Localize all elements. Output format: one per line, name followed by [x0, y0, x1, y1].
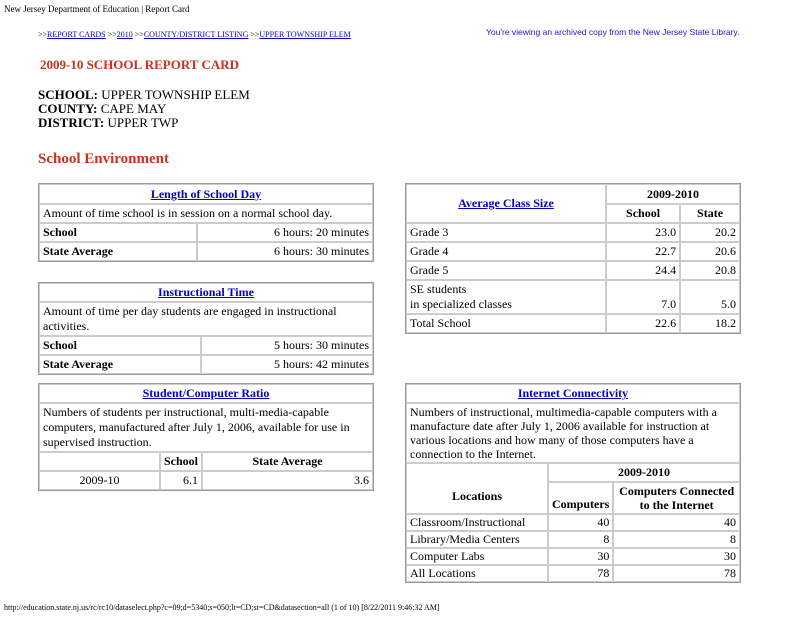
class-size-row-school: 22.6 [606, 314, 680, 333]
instructional-time-state-value: 5 hours: 42 minutes [201, 355, 373, 374]
class-size-row-label: Grade 3 [406, 223, 606, 242]
computer-ratio-state-value: 3.6 [202, 471, 373, 490]
district-label: DISTRICT: [38, 115, 105, 130]
computer-ratio-year: 2009-10 [39, 471, 160, 490]
class-size-se-line1: SE students [410, 282, 467, 296]
county-name: CAPE MAY [100, 101, 167, 116]
computer-ratio-blank-header [39, 452, 160, 471]
instructional-time-state-label: State Average [39, 355, 201, 374]
district-info [38, 115, 178, 131]
table-row [406, 314, 740, 333]
internet-locations-cell [406, 463, 548, 514]
length-of-day-header [39, 184, 373, 204]
instructional-time-link[interactable]: Instructional Time [158, 285, 254, 299]
breadcrumb-separator: >> [38, 30, 48, 39]
class-size-school-header: School [606, 204, 680, 223]
class-size-row-label: Total School [406, 314, 606, 333]
class-size-header [406, 184, 606, 223]
class-size-table [405, 183, 741, 334]
length-of-day-school-label: School [39, 223, 197, 242]
class-size-row-state: 20.6 [680, 242, 740, 261]
breadcrumb-separator: >> [134, 30, 144, 39]
internet-row-computers: 30 [548, 548, 613, 565]
internet-row-label: Computer Labs [406, 548, 548, 565]
breadcrumb-separator: >> [107, 30, 117, 39]
table-row [406, 531, 740, 548]
instructional-time-header [39, 283, 373, 302]
district-name: UPPER TWP [107, 115, 179, 130]
breadcrumb-school[interactable]: UPPER TOWNSHIP ELEM [259, 30, 351, 39]
internet-row-connected: 40 [613, 514, 740, 531]
internet-row-connected: 30 [613, 548, 740, 565]
breadcrumb [38, 30, 351, 39]
internet-row-connected: 8 [613, 531, 740, 548]
class-size-row-school: 24.4 [606, 261, 680, 280]
table-row [406, 261, 740, 280]
class-size-link[interactable]: Average Class Size [458, 196, 554, 210]
length-of-day-table [38, 183, 374, 262]
breadcrumb-report-cards[interactable]: REPORT CARDS [47, 30, 106, 39]
section-title: School Environment [38, 151, 169, 167]
class-size-year: 2009-2010 [606, 184, 740, 204]
internet-year: 2009-2010 [548, 463, 740, 482]
class-size-row-state: 20.2 [680, 223, 740, 242]
instructional-time-description: Amount of time per day students are engaged in instructional activities. [39, 302, 373, 336]
computer-ratio-table [38, 383, 374, 491]
class-size-row-school: 23.0 [606, 223, 680, 242]
class-size-row-state: 5.0 [680, 280, 740, 314]
school-label: SCHOOL: [38, 87, 98, 102]
internet-locations-header: Locations [451, 488, 502, 503]
instructional-time-school-value: 5 hours: 30 minutes [201, 336, 373, 355]
print-footer: http://education.state.nj.us/rc/rc10/dataselect.php?c=09;d=5340;s=050;lt=CD;st=CD&datasection=all (1 of 10) [8/22/2011 9:46:32 AM] [4, 603, 440, 612]
internet-row-label: All Locations [406, 565, 548, 582]
computer-ratio-header [39, 384, 373, 403]
class-size-row-school: 22.7 [606, 242, 680, 261]
length-of-day-school-value: 6 hours: 20 minutes [197, 223, 373, 242]
breadcrumb-county-district-listing[interactable]: COUNTY/DISTRICT LISTING [143, 30, 249, 39]
table-row [406, 548, 740, 565]
county-label: COUNTY: [38, 101, 98, 116]
class-size-se-line2: in specialized classes [410, 297, 512, 311]
computer-ratio-school-header: School [160, 452, 202, 471]
computer-ratio-description: Numbers of students per instructional, multi-media-capable computers, manufactured after July 1, 2006, available for use in supervised instruction. [39, 403, 373, 452]
internet-row-label: Library/Media Centers [406, 531, 548, 548]
print-header: New Jersey Department of Education | Report Card [4, 4, 190, 14]
computer-ratio-link[interactable]: Student/Computer Ratio [142, 386, 270, 400]
class-size-state-header: State [680, 204, 740, 223]
class-size-row-label: Grade 4 [406, 242, 606, 261]
table-row [406, 280, 740, 314]
class-size-row-state: 18.2 [680, 314, 740, 333]
internet-row-connected: 78 [613, 565, 740, 582]
internet-connected-header: Computers Connected to the Internet [613, 482, 740, 514]
table-row [406, 565, 740, 582]
length-of-day-description: Amount of time school is in session on a normal school day. [39, 204, 373, 223]
table-row [406, 223, 740, 242]
computer-ratio-state-header: State Average [202, 452, 373, 471]
table-row [406, 514, 740, 531]
internet-description: Numbers of instructional, multimedia-capable computers with a manufacture date after July 1, 2006 available for instruction at various locations and how many of those computers have a connection to the Internet. [406, 403, 740, 463]
instructional-time-school-label: School [39, 336, 201, 355]
internet-row-computers: 8 [548, 531, 613, 548]
length-of-day-state-value: 6 hours: 30 minutes [197, 242, 373, 261]
school-name: UPPER TOWNSHIP ELEM [101, 87, 250, 102]
breadcrumb-2010[interactable]: 2010 [116, 30, 133, 39]
internet-link[interactable]: Internet Connectivity [517, 386, 629, 400]
internet-row-computers: 78 [548, 565, 613, 582]
archive-note: You're viewing an archived copy from the New Jersey State Library. [486, 27, 740, 37]
internet-computers-header: Computers [548, 482, 613, 514]
class-size-row-label [406, 280, 606, 314]
internet-row-computers: 40 [548, 514, 613, 531]
class-size-row-school: 7.0 [606, 280, 680, 314]
report-title: 2009-10 SCHOOL REPORT CARD [40, 57, 240, 72]
breadcrumb-separator: >> [250, 30, 260, 39]
computer-ratio-school-value: 6.1 [160, 471, 202, 490]
length-of-day-link[interactable]: Length of School Day [150, 186, 262, 201]
table-row [406, 242, 740, 261]
class-size-row-label: Grade 5 [406, 261, 606, 280]
length-of-day-state-label: State Average [39, 242, 197, 261]
internet-row-label: Classroom/Instructional [406, 514, 548, 531]
instructional-time-table [38, 282, 374, 375]
internet-header [406, 384, 740, 403]
internet-table [405, 383, 741, 583]
class-size-row-state: 20.8 [680, 261, 740, 280]
